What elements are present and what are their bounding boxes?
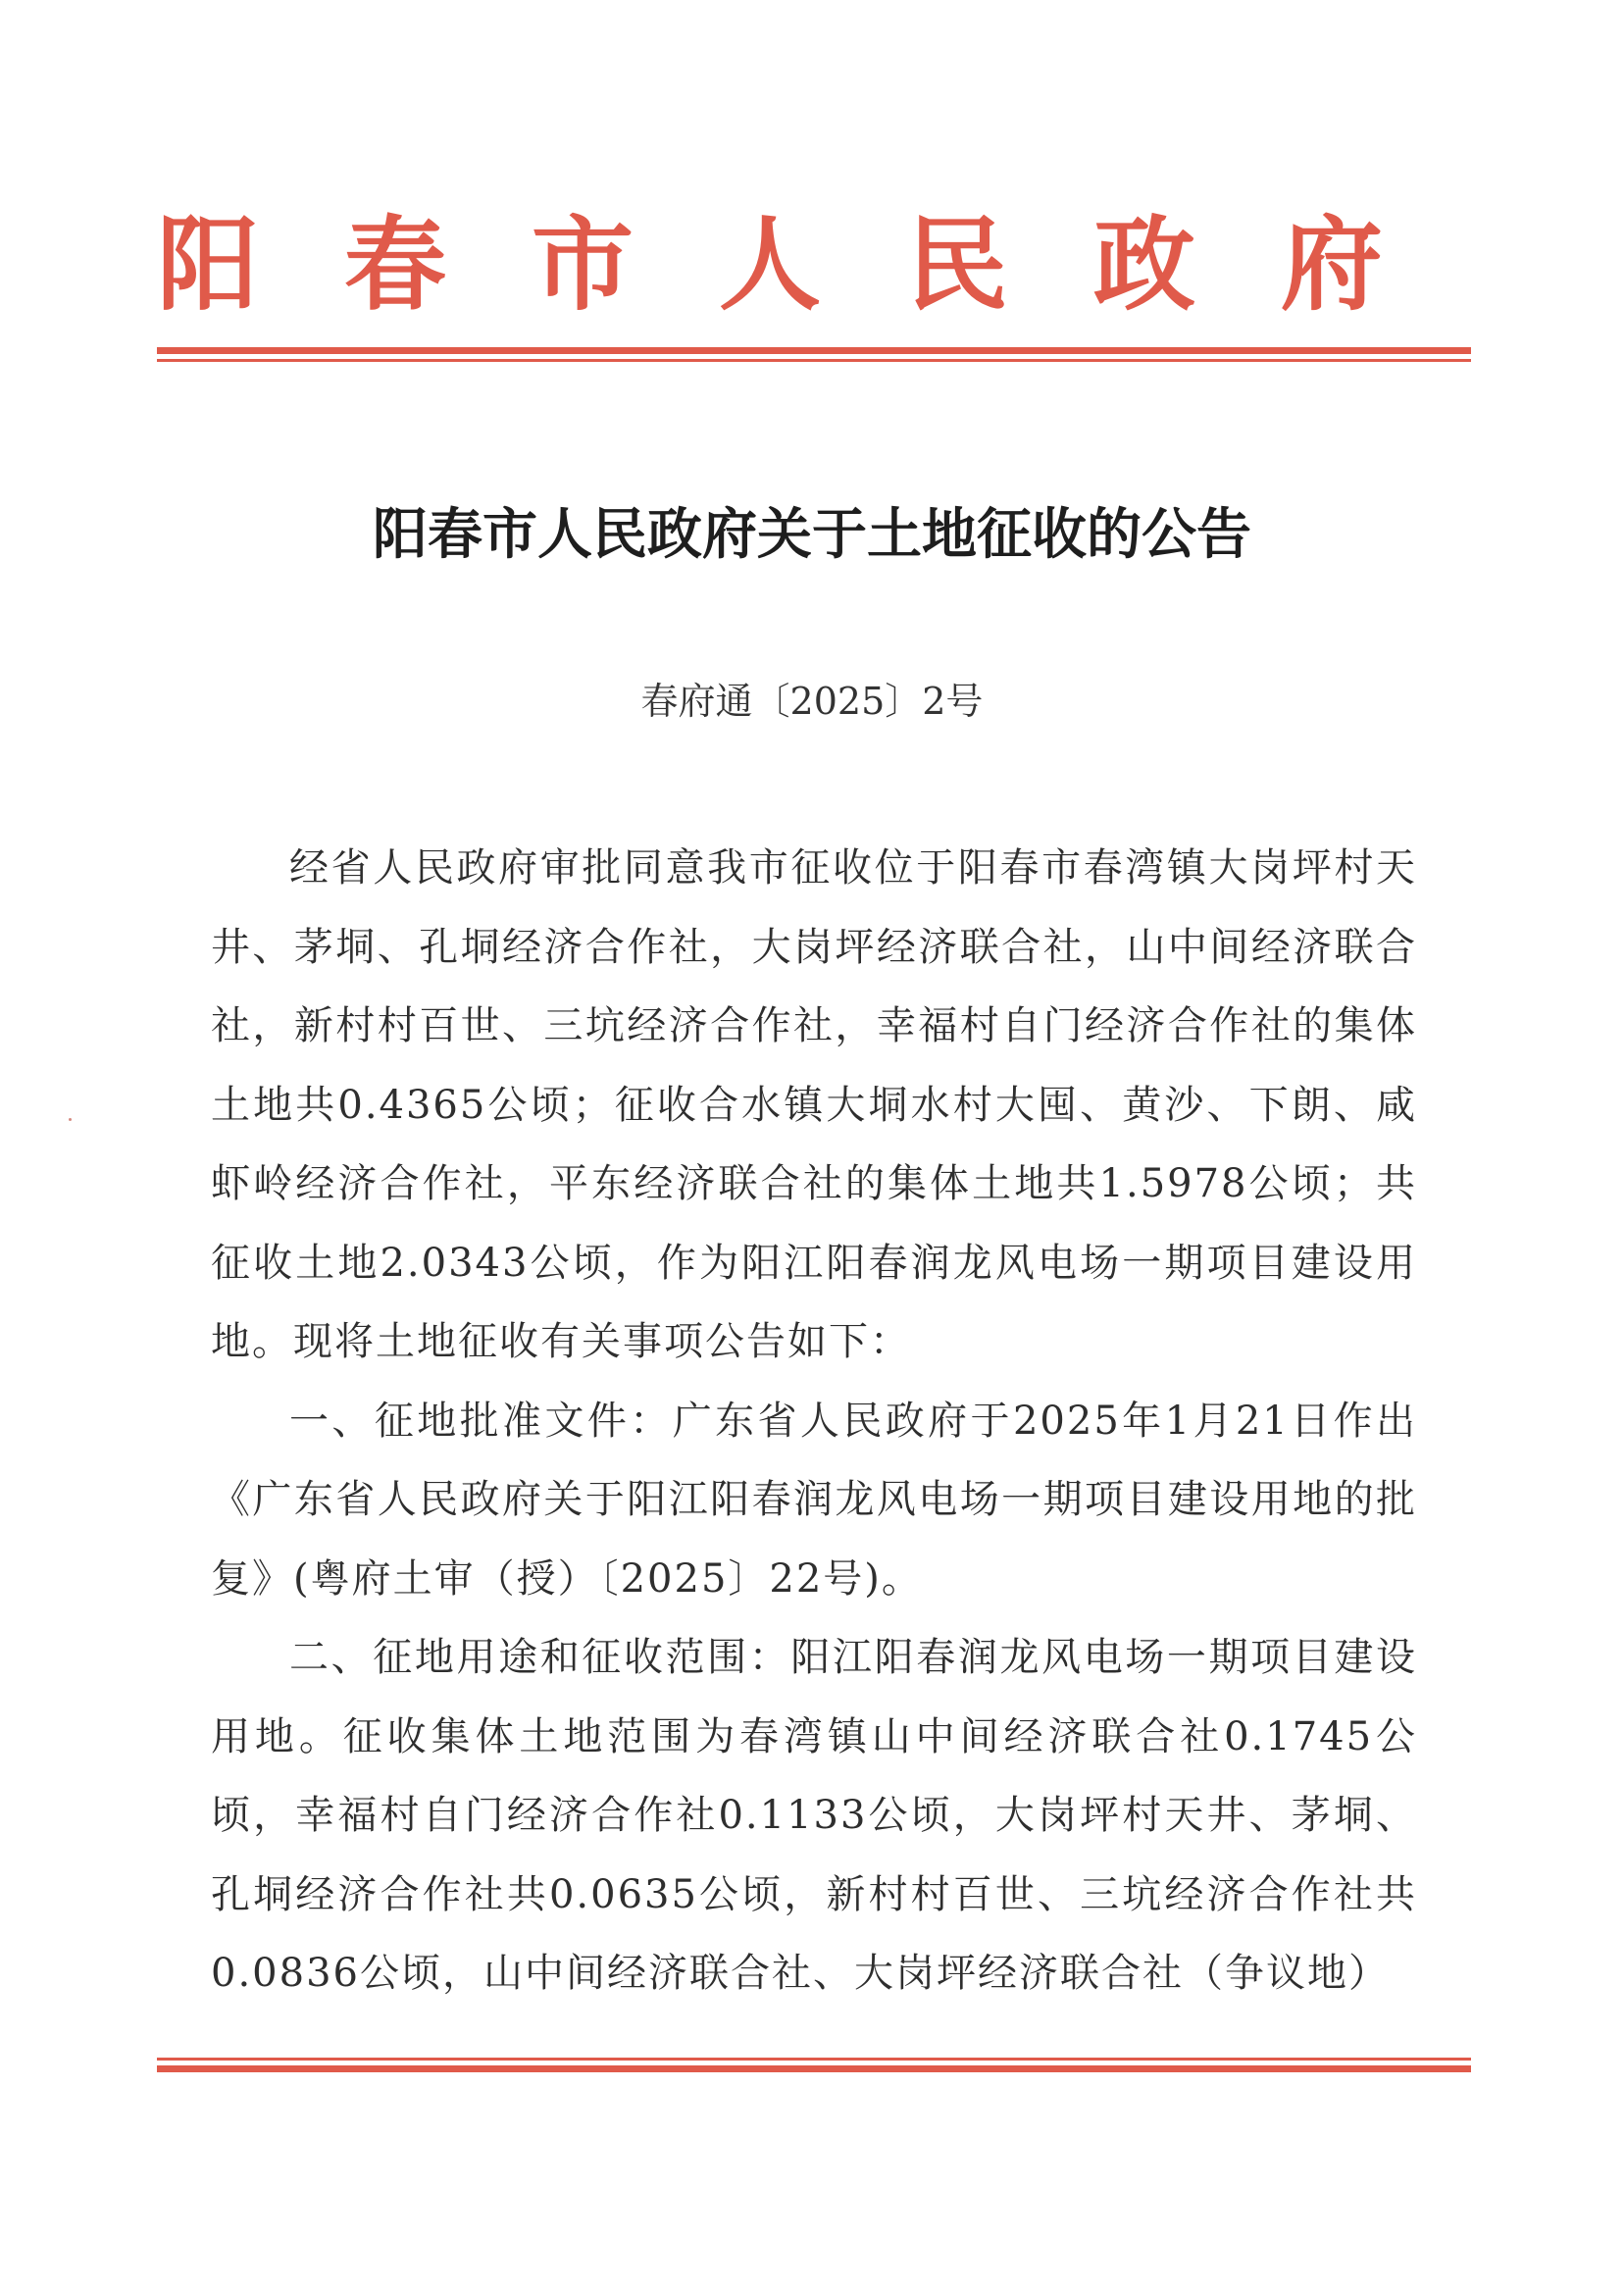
- header-char: 市: [531, 204, 634, 325]
- issuing-authority-header: [157, 201, 1383, 329]
- header-char: 政: [1092, 204, 1195, 325]
- header-char: 春: [343, 204, 446, 325]
- header-rule-thin: [157, 359, 1471, 362]
- header-char: 阳: [157, 204, 260, 325]
- document-title: 阳春市人民政府关于土地征收的公告: [373, 502, 1251, 567]
- header-char: 府: [1280, 204, 1383, 325]
- document-number: 春府通〔2025〕2号: [640, 680, 984, 723]
- document-body: [211, 829, 1417, 2013]
- footer-rule-thick: [157, 2065, 1471, 2072]
- header-char: 民: [905, 204, 1008, 325]
- header-char: 人: [718, 204, 821, 325]
- header-rule-thick: [157, 347, 1471, 354]
- body-paragraph: 经省人民政府审批同意我市征收位于阳春市春湾镇大岗坪村天井、茅垌、孔垌经济合作社，大岗坪经济联合社，山中间经济联合社，新村村百世、三坑经济合作社，幸福村自门经济合作社的集体土地共0.4365公顷；征收合水镇大垌水村大囤、黄沙、下朗、咸虾岭经济合作社，平东经济联合社的集体土地共1.5978公顷；共征收土地2.0343公顷，作为阳江阳春润龙风电场一期项目建设用地。现将土地征收有关事项公告如下：: [211, 845, 1417, 1364]
- body-paragraph: 一、征地批准文件：广东省人民政府于2025年1月21日作出《广东省人民政府关于阳江阳春润龙风电场一期项目建设用地的批复》(粤府土审（授）〔2025〕22号)。: [211, 1398, 1417, 1602]
- footer-rule-thin: [157, 2058, 1471, 2061]
- scan-speck: [69, 1118, 72, 1121]
- body-paragraph: 二、征地用途和征收范围：阳江阳春润龙风电场一期项目建设用地。征收集体土地范围为春湾镇山中间经济联合社0.1745公顷，幸福村自门经济合作社0.1133公顷，大岗坪村天井、茅垌、孔垌经济合作社共0.0635公顷，新村村百世、三坑经济合作社共0.0836公顷，山中间经济联合社、大岗坪经济联合社（争议地）: [211, 1635, 1417, 1996]
